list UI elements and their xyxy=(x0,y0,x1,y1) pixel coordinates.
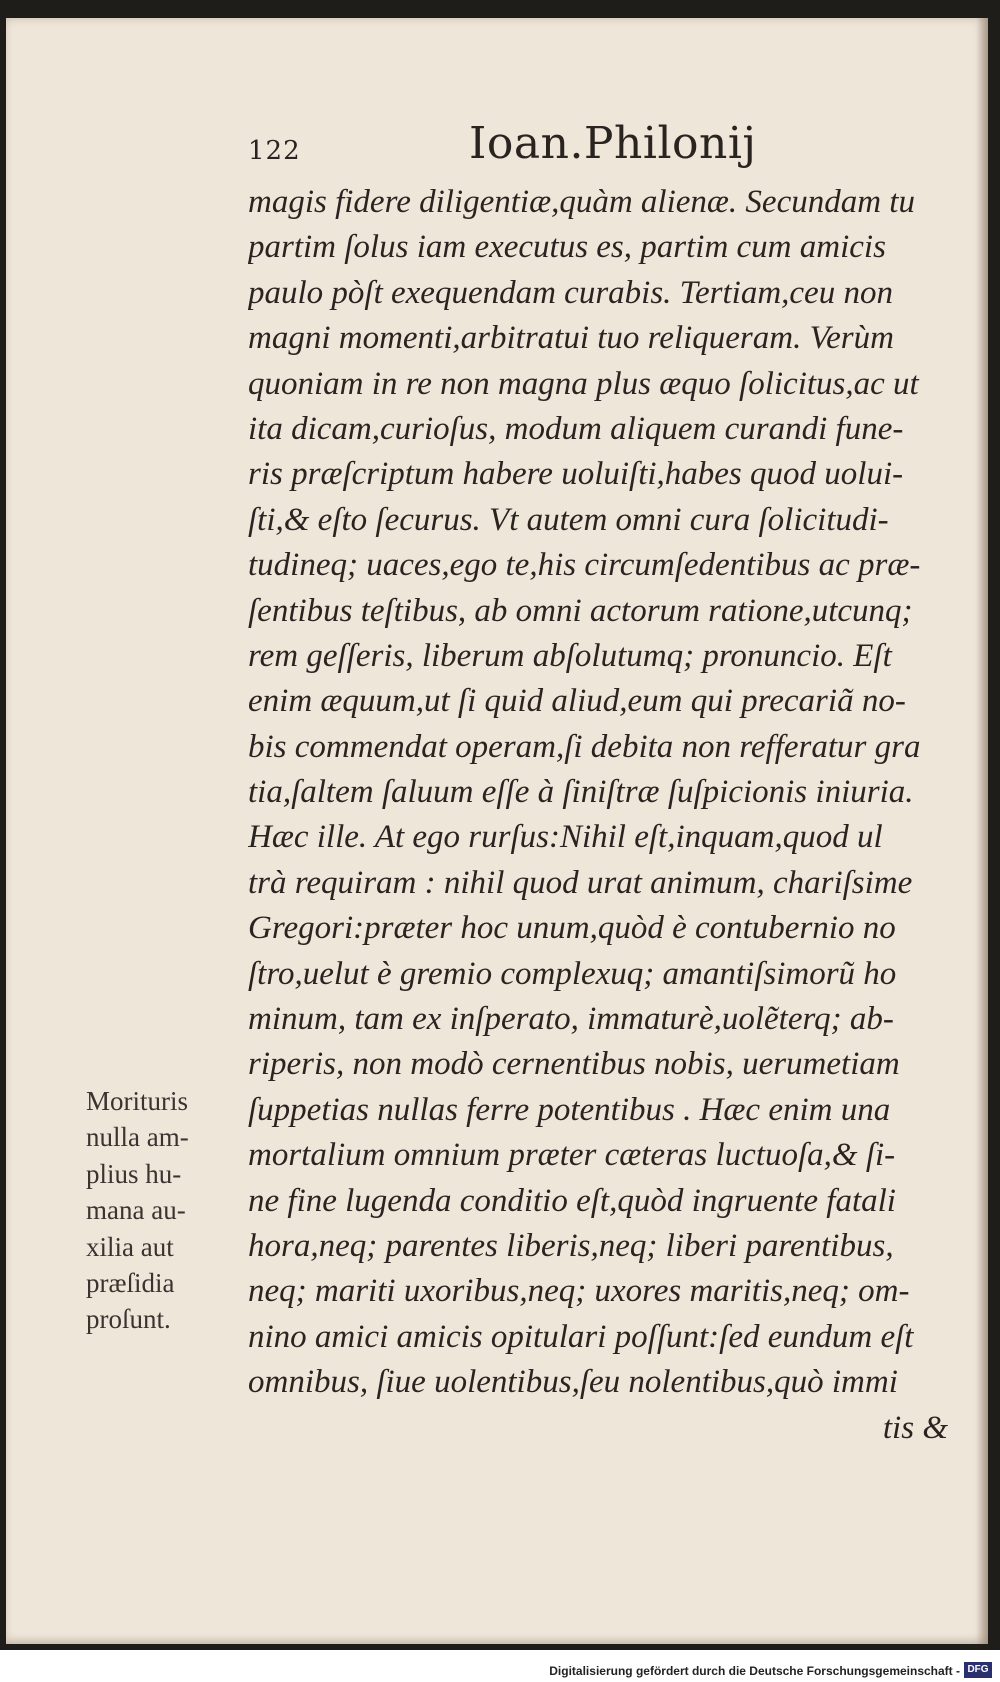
marginal-note-line: xilia aut xyxy=(86,1231,174,1262)
body-line: magis fidere diligentiæ,quàm alienæ. Secundam tu xyxy=(248,184,915,220)
marginal-note-line: proſunt. xyxy=(86,1304,171,1335)
body-line: ita dicam,curioſus, modum aliquem curandi fune- xyxy=(248,410,904,447)
body-line: neq; mariti uxoribus,neq; uxores maritis,neq; om- xyxy=(248,1273,910,1310)
digitization-credit: Digitalisierung gefördert durch die Deutsche Forschungsgemeinschaft - xyxy=(549,1664,960,1678)
page-number: 122 xyxy=(248,136,301,166)
body-line: ne fine lugenda conditio eſt,quòd ingruente fatali xyxy=(248,1182,896,1219)
marginal-note-line: plius hu- xyxy=(86,1158,182,1189)
running-title: Ioan.Philonij xyxy=(469,118,757,169)
marginal-note xyxy=(86,1083,236,1338)
body-line: bis commendat operam,ſi debita non refferatur gra xyxy=(248,728,921,765)
body-line: ſtro,uelut è gremio complexuq; amantiſsimorũ ho xyxy=(248,955,897,992)
page-header xyxy=(242,118,962,182)
body-line: ſentibus teſtibus, ab omni actorum ratione,utcunq; xyxy=(248,592,913,629)
body-line: partim ſolus iam executus es, partim cum amicis xyxy=(248,229,886,266)
body-line: tia,ſaltem ſaluum eſſe à ſiniſtræ ſuſpicionis iniuria. xyxy=(248,774,914,811)
body-line: tudineq; uaces,ego te,his circumſedentibus ac præ- xyxy=(248,547,921,584)
body-line: trà requiram : nihil quod urat animum, chariſsime xyxy=(248,864,913,901)
body-line: mortalium omnium præter cæteras luctuoſa,& ſi- xyxy=(248,1137,896,1174)
page-fore-edge xyxy=(976,18,988,1644)
body-line: magni momenti,arbitratui tuo reliqueram. Verùm xyxy=(248,320,894,357)
body-line: quoniam in re non magna plus æquo ſolicitus,ac ut xyxy=(248,365,919,402)
body-line: minum, tam ex inſperato, immaturè,uolẽterq; ab- xyxy=(248,1001,894,1038)
body-line: enim æquum,ut ſi quid aliud,eum qui precariã no- xyxy=(248,683,906,720)
body-text xyxy=(248,180,948,1451)
marginal-note-line: Morituris xyxy=(86,1086,189,1116)
marginal-note-line: præſidia xyxy=(86,1267,175,1298)
body-line: hora,neq; parentes liberis,neq; liberi parentibus, xyxy=(248,1227,894,1264)
body-line: Gregori:præter hoc unum,quòd è contubernio no xyxy=(248,910,896,947)
body-line: rem geſſeris, liberum abſolutumq; pronuncio. Eſt xyxy=(248,637,892,674)
dfg-logo: DFG xyxy=(964,1662,992,1678)
marginal-note-line: nulla am- xyxy=(86,1122,189,1153)
body-line: ſuppetias nullas ferre potentibus . Hæc enim una xyxy=(248,1091,891,1128)
catchword-line: tis & xyxy=(882,1409,948,1446)
body-line: ris præſcriptum habere uoluiſti,habes quod uolui- xyxy=(248,456,904,493)
body-line: ſti,& eſto ſecurus. Vt autem omni cura ſolicitudi- xyxy=(248,501,889,538)
body-line: Hæc ille. At ego rurſus:Nihil eſt,inquam,quod ul xyxy=(248,819,883,856)
body-line: nino amici amicis opitulari poſſunt:ſed eundum eſt xyxy=(248,1318,914,1355)
body-line: riperis, non modò cernentibus nobis, uerumetiam xyxy=(248,1046,900,1083)
marginal-note-line: mana au- xyxy=(86,1195,186,1226)
body-line: paulo pòſt exequendam curabis. Tertiam,ceu non xyxy=(248,274,893,311)
body-line: omnibus, ſiue uolentibus,ſeu nolentibus,quò immi xyxy=(248,1364,898,1401)
